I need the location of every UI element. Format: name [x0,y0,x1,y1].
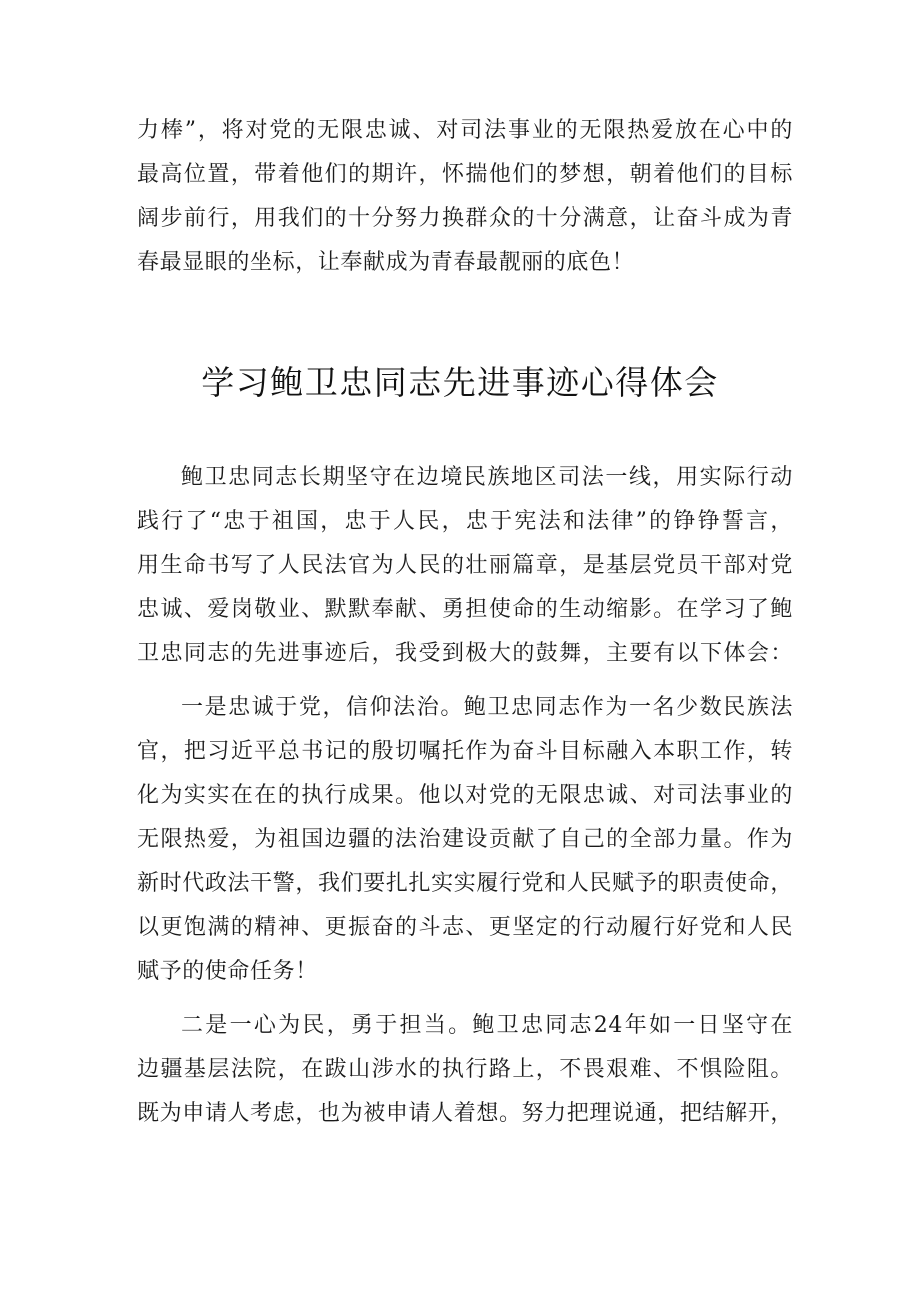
text-line: 新时代政法干警，我们要扎扎实实履行党和人民赋予的职责使命， [137,871,793,896]
text-line: 赋予的使命任务！ [137,959,318,984]
text-line: 力棒”，将对党的无限忠诚、对司法事业的无限热爱放在心中的 [137,118,793,143]
text-line: 以更饱满的精神、更振奋的斗志、更坚定的行动履行好党和人民 [137,915,793,940]
text-line: 卫忠同志的先进事迹后，我受到极大的鼓舞，主要有以下体会： [137,641,793,666]
article-title: 学习鲍卫忠同志先进事迹心得体会 [201,363,719,402]
text-line: 边疆基层法院，在跋山涉水的执行路上，不畏艰难、不惧险阻。 [137,1057,793,1082]
text-line: 鲍卫忠同志长期坚守在边境民族地区司法一线，用实际行动 [181,465,793,490]
paragraph-service [137,1004,793,1136]
text-line: 忠诚、爱岗敬业、默默奉献、勇担使命的生动缩影。在学习了鲍 [137,597,793,622]
text-line: 用生命书写了人民法官为人民的壮丽篇章，是基层党员干部对党 [137,553,793,578]
text-line: 阔步前行，用我们的十分努力换群众的十分满意，让奋斗成为青 [137,206,793,231]
text-line: 化为实实在在的执行成果。他以对党的无限忠诚、对司法事业的 [137,783,793,808]
text-line: 无限热爱，为祖国边疆的法治建设贡献了自己的全部力量。作为 [137,827,793,852]
paragraph-intro [137,456,793,676]
paragraph-loyalty [137,686,793,994]
text-line: 二是一心为民，勇于担当。鲍卫忠同志24年如一日坚守在 [181,1013,793,1038]
text-line: 一是忠诚于党，信仰法治。鲍卫忠同志作为一名少数民族法 [181,695,793,720]
text-line: 最高位置，带着他们的期许，怀揣他们的梦想，朝着他们的目标 [137,162,793,187]
text-line: 春最显眼的坐标，让奉献成为青春最靓丽的底色！ [137,250,635,275]
text-line: 践行了“忠于祖国，忠于人民，忠于宪法和法律”的铮铮誓言， [137,509,793,534]
text-line: 官，把习近平总书记的殷切嘱托作为奋斗目标融入本职工作，转 [137,739,793,764]
previous-paragraph [137,109,793,285]
article-body [137,456,793,1136]
text-line: 既为申请人考虑，也为被申请人着想。努力把理说通，把结解开， [137,1101,793,1126]
